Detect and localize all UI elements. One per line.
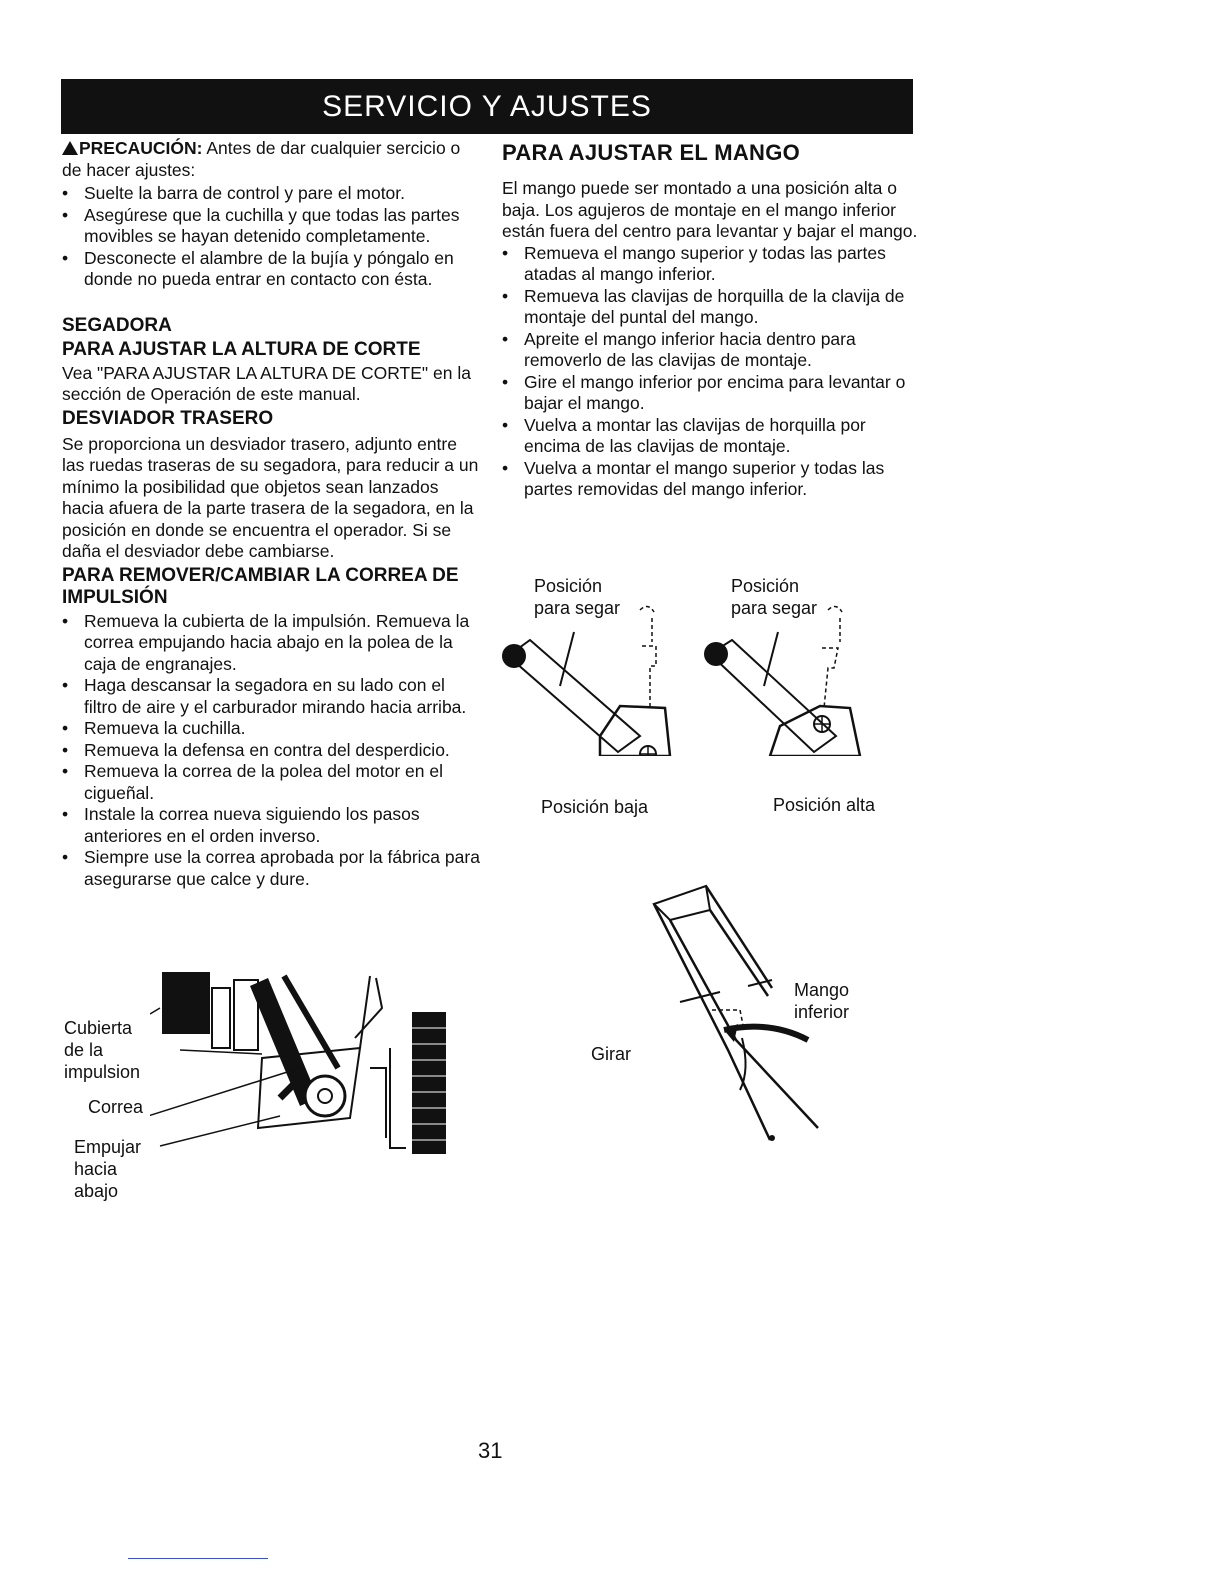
label-posicion-segar-1: Posición para segar bbox=[534, 576, 621, 618]
caution-paragraph bbox=[62, 138, 482, 181]
list-item: • Asegúrese que la cuchilla y que todas las partes movibles se hayan detenido completamente. bbox=[62, 205, 482, 248]
page-banner: SERVICIO Y AJUSTES bbox=[61, 79, 913, 134]
mango-heading: PARA AJUSTAR EL MANGO bbox=[502, 140, 801, 165]
list-item: • Desconecte el alambre de la bujía y póngalo en donde no pueda entrar en contacto con ésta. bbox=[62, 248, 482, 291]
label-posicion-baja: Posición baja bbox=[541, 797, 649, 817]
list-item: • Remueva la cubierta de la impulsión. Remueva la correa empujando hacia abajo en la polea de la caja de engranajes. bbox=[62, 611, 482, 676]
list-item: • Apreite el mango inferior hacia dentro para removerlo de las clavijas de montaje. bbox=[502, 329, 922, 372]
warning-triangle-icon bbox=[62, 141, 78, 155]
desviador-text: Se proporciona un desviador trasero, adjunto entre las ruedas traseras de su segadora, para reducir a un mínimo la posibilidad que objetos sean lanzados hacia afuera de la parte trasera de la segadora, en la posición en donde se encuentra el operador. Si se daña el desviador debe cambiarse. bbox=[62, 433, 479, 561]
caution-text: Antes de dar cualquier sercicio o de hacer ajustes: bbox=[62, 138, 461, 180]
caution-label: PRECAUCIÓN: bbox=[79, 138, 203, 158]
footer-rule bbox=[128, 1558, 268, 1559]
desviador-heading: DESVIADOR TRASERO bbox=[62, 407, 274, 429]
label-correa: Correa bbox=[88, 1097, 144, 1117]
right-column bbox=[502, 140, 922, 501]
list-item: • Vuelva a montar el mango superior y todas las partes removidas del mango inferior. bbox=[502, 458, 922, 501]
label-posicion-segar-2: Posición para segar bbox=[731, 576, 818, 618]
page-number: 31 bbox=[478, 1438, 503, 1463]
list-item: • Remueva el mango superior y todas las partes atadas al mango inferior. bbox=[502, 243, 922, 286]
label-empujar: Empujar hacia abajo bbox=[74, 1137, 142, 1201]
list-item: • Suelte la barra de control y pare el motor. bbox=[62, 183, 482, 205]
mango-intro: El mango puede ser montado a una posición alta o baja. Los agujeros de montaje en el mango inferior están fuera del centro para levantar y bajar el mango. bbox=[502, 178, 918, 241]
list-item: • Instale la correa nueva siguiendo los pasos anteriores en el orden inverso. bbox=[62, 804, 482, 847]
list-item: • Remueva la cuchilla. bbox=[62, 718, 482, 740]
label-posicion-alta: Posición alta bbox=[773, 795, 876, 815]
list-item: • Remueva las clavijas de horquilla de la clavija de montaje del puntal del mango. bbox=[502, 286, 922, 329]
mango-list bbox=[502, 243, 922, 501]
label-cubierta: Cubierta de la impulsion bbox=[64, 1018, 141, 1082]
list-item: • Remueva la correa de la polea del motor en el cigueñal. bbox=[62, 761, 482, 804]
list-item: • Gire el mango inferior por encima para levantar o bajar el mango. bbox=[502, 372, 922, 415]
altura-text: Vea "PARA AJUSTAR LA ALTURA DE CORTE" en la sección de Operación de este manual. bbox=[62, 362, 471, 404]
left-column bbox=[62, 138, 482, 890]
label-mango-inferior: Mango inferior bbox=[794, 980, 850, 1022]
caution-list bbox=[62, 183, 482, 291]
altura-heading: PARA AJUSTAR LA ALTURA DE CORTE bbox=[62, 338, 421, 360]
segadora-heading: SEGADORA bbox=[62, 314, 172, 336]
low-position-illustration bbox=[500, 596, 690, 756]
drive-belt-illustration bbox=[150, 968, 460, 1168]
list-item: • Haga descansar la segadora en su lado con el filtro de aire y el carburador mirando hacia arriba. bbox=[62, 675, 482, 718]
list-item: • Vuelva a montar las clavijas de horquilla por encima de las clavijas de montaje. bbox=[502, 415, 922, 458]
list-item: • Remueva la defensa en contra del desperdicio. bbox=[62, 740, 482, 762]
correa-heading: PARA REMOVER/CAMBIAR LA CORREA DE IMPULSIÓN bbox=[62, 564, 459, 608]
list-item: • Siempre use la correa aprobada por la fábrica para asegurarse que calce y dure. bbox=[62, 847, 482, 890]
correa-list bbox=[62, 611, 482, 891]
high-position-illustration bbox=[700, 596, 890, 756]
label-girar: Girar bbox=[591, 1044, 631, 1064]
